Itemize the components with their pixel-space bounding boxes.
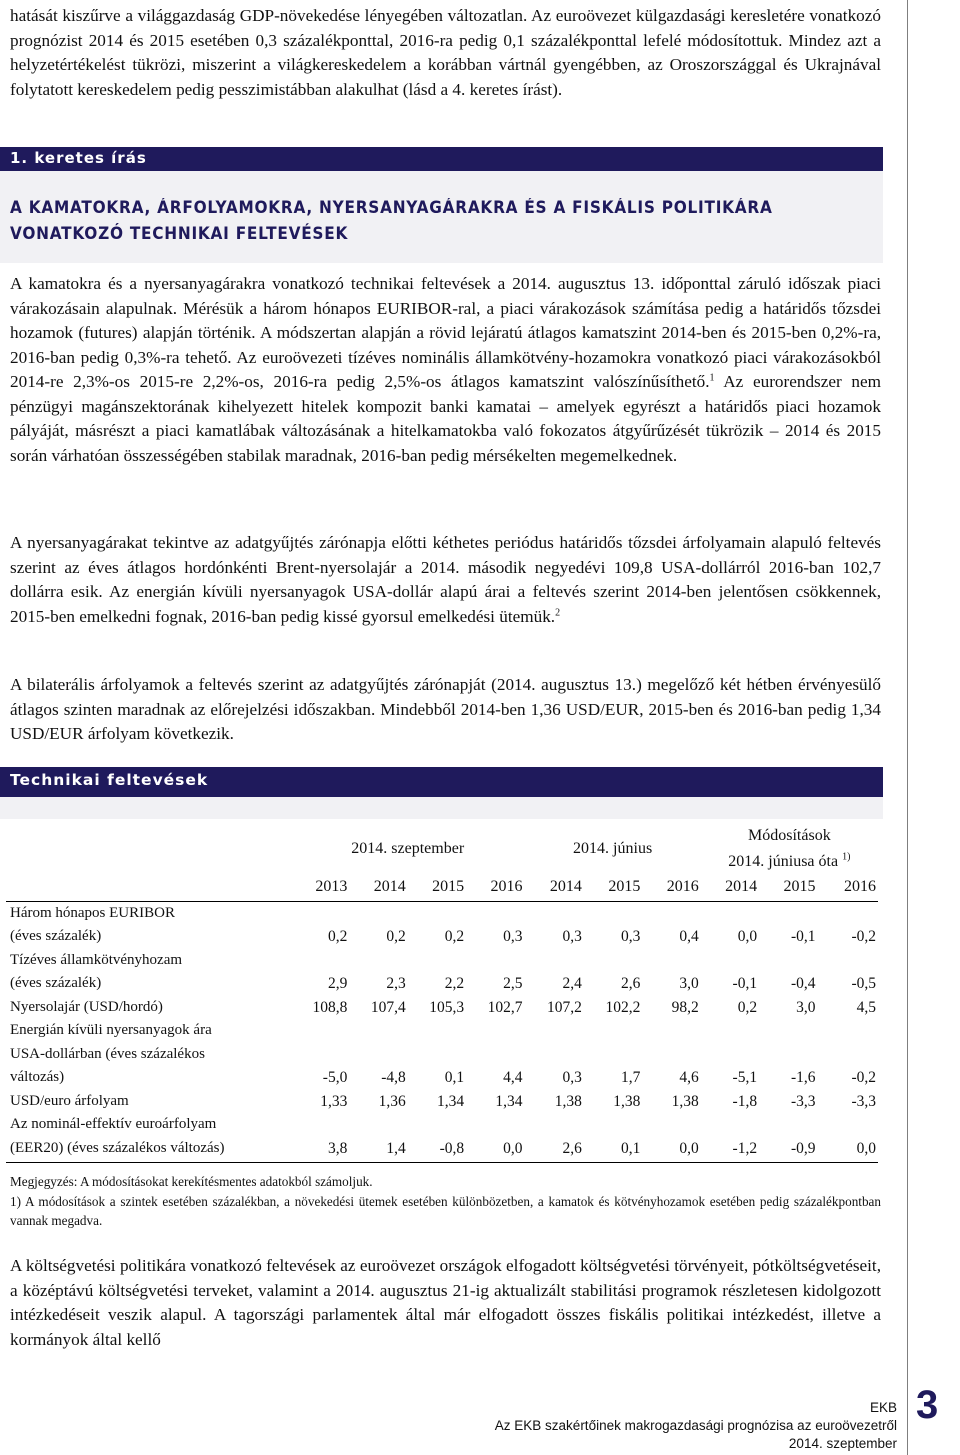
year-header-cell: 2014 bbox=[525, 875, 584, 901]
table-cell bbox=[525, 901, 584, 925]
table-cell: -0,1 bbox=[732, 975, 758, 992]
table-cell: -0,4 bbox=[790, 975, 816, 992]
table-cell: -0,2 bbox=[851, 928, 876, 945]
table-heading-gap bbox=[0, 797, 883, 819]
table-body bbox=[6, 901, 878, 1163]
table-row bbox=[6, 1090, 878, 1114]
table-cell bbox=[642, 1019, 700, 1043]
table-cell bbox=[701, 901, 759, 925]
table-cell: -0,5 bbox=[851, 975, 876, 992]
row-label: Három hónapos EURIBOR bbox=[10, 904, 175, 921]
footer-title: Az EKB szakértőinek makrogazdasági prognózisa az euroövezetről bbox=[494, 1418, 897, 1433]
row-label: Az nominál-effektív euroárfolyam bbox=[10, 1116, 217, 1132]
table-cell bbox=[349, 1043, 407, 1067]
group-header-september: 2014. szeptember bbox=[351, 840, 465, 858]
table-cell: 105,3 bbox=[429, 998, 465, 1016]
table-cell: 1,4 bbox=[349, 1137, 407, 1163]
table-cell bbox=[817, 1019, 878, 1043]
table-footnote: 1) A módosítások a szintek esetében százalékban, a növekedési ütemek esetében különbözetben, a kamatok és kötvényhozamok esetében pedig százalékpontban vannak megadva. bbox=[10, 1194, 881, 1228]
table-cell bbox=[525, 949, 584, 973]
row-label: (éves százalék) bbox=[10, 928, 102, 944]
footnote-ref: 1 bbox=[709, 372, 715, 384]
table-cell bbox=[408, 901, 466, 925]
table-cell bbox=[759, 901, 817, 925]
margin-rule bbox=[907, 0, 908, 1455]
box-paragraph-commodities-text: A nyersanyagárakat tekintve az adatgyűjtés zárónapja előtti kéthetes periódus határidős tőzsdei árfolyamain alapuló feltevés szerint az éves átlagos hordónkénti Brent-nyersolajár a 2014. második negyedévi 109,8 USA-dollárról 2016-ban 102,7 dollárra esik. Az energián kívüli nyersanyagok USA-dollár alapú árai a feltevés szerint 2014-ben jelentősen csökkennek, 2015-ben emelkedni fognak, 2016-ban pedig kissé gyorsul emelkedési ütemük. bbox=[10, 533, 881, 626]
table-cell bbox=[584, 1043, 642, 1067]
table-cell: 2,6 bbox=[525, 1137, 584, 1163]
table-cell: 107,2 bbox=[547, 998, 582, 1016]
group-header-revisions-sub: 2014. júniusa óta $^{1)}$ bbox=[728, 851, 851, 870]
table-cell bbox=[759, 1113, 817, 1137]
row-label: USD/euro árfolyam bbox=[10, 1092, 129, 1109]
table-cell bbox=[759, 1019, 817, 1043]
table-cell: 1,38 bbox=[671, 1092, 699, 1110]
table-row bbox=[6, 901, 878, 925]
table-cell: 2,4 bbox=[562, 975, 582, 992]
intro-paragraph: hatását kiszűrve a világgazdaság GDP-növekedése lényegében változatlan. Az euroövezet külgazdasági keresletére vonatkozó prognózist 2014 és 2015 esetében 0,3 százalékponttal, 2016-ra pedig 0,1 százalékponttal lefelé módosítottuk. Mindez azt a helyzetértékelést tükrözi, miszerint a világkereskedelem a korábban vártnál gyengébben, az Oroszországgal és Ukrajnával folytatott kereskedelem pedig pesszimistábban alakulhat (lásd a 4. keretes írást). bbox=[10, 6, 881, 99]
table-cell bbox=[349, 1113, 407, 1137]
table-cell: -0,8 bbox=[408, 1137, 466, 1163]
table-cell: -5,0 bbox=[322, 1069, 348, 1086]
table-cell bbox=[291, 1043, 349, 1067]
box-paragraph-rates bbox=[10, 272, 881, 468]
table-cell: 108,8 bbox=[312, 998, 348, 1016]
table-cell: 2,2 bbox=[444, 975, 465, 992]
table-cell: -0,1 bbox=[790, 928, 816, 945]
table-cell bbox=[584, 949, 642, 973]
box-paragraph-exchange-rates: A bilaterális árfolyamok a feltevés szerint az adatgyűjtés zárónapját (2014. augusztus 13.) megelőző két hétben érvényesülő átlagos szinten maradnak az előrejelzési időszakban. Mindebből 2014-ben 1,36 USD/EUR, 2015-ben és 2016-ban pedig 1,34 USD/EUR árfolyam következik. bbox=[10, 675, 881, 743]
table-cell: 3,0 bbox=[796, 998, 816, 1016]
year-header-cell: 2015 bbox=[408, 875, 466, 901]
table-cell bbox=[701, 1043, 759, 1067]
row-label: Tízéves államkötvényhozam bbox=[10, 951, 183, 968]
year-header-cell: 2015 bbox=[759, 875, 817, 901]
table-cell: -0,9 bbox=[759, 1137, 817, 1163]
row-label: Nyersolajár (USD/hordó) bbox=[10, 998, 163, 1015]
table-note: Megjegyzés: A módosításokat kerekítésmentes adatokból számoljuk. bbox=[10, 1174, 373, 1189]
table-cell bbox=[817, 901, 878, 925]
fiscal-paragraph: A költségvetési politikára vonatkozó feltevések az euroövezet országok elfogadott költségvetési törvényeit, pótköltségvetéseit, a középtávú költségvetési terveket, valamint a 2014. augusztus 21-ig aktualizált stabilitási programok részletesen kidolgozott intézkedéseit veszik alapul. A tagországi parlamentek által már elfogadott összes fiskális politikai intézkedést, illetve a kormányok által kellő bbox=[10, 1256, 881, 1349]
table-row bbox=[6, 925, 878, 949]
table-cell: -3,3 bbox=[790, 1092, 816, 1110]
box-paragraph-rates-tail: Az eurorendszer nem pénzügyi magánszektorának kihelyezett hitelek kompozit banki kamatai – amelyek egyrészt a határidős piaci hozamok pályáját, másrészt a piaci kamatlábak változásának a hitelkamatokba való fokozatos átgyűrűzését tükrözik – 2014 és 2015 során várhatóan összességében stabilak maradnak, 2016-ban pedig mérsékelten megemelkednek. bbox=[10, 372, 881, 465]
year-header-cell: 2014 bbox=[701, 875, 759, 901]
table-cell: 1,34 bbox=[437, 1092, 465, 1110]
box-title: A KAMATOKRA, ÁRFOLYAMOKRA, NYERSANYAGÁRAKRA ÉS A FISKÁLIS POLITIKÁRA VONATKOZÓ TECHNIKAI FELTEVÉSEK bbox=[10, 198, 773, 243]
table-cell: -1,8 bbox=[732, 1092, 758, 1110]
table-cell: 1,34 bbox=[495, 1092, 523, 1110]
row-label: változás) bbox=[10, 1069, 65, 1085]
footer-date: 2014. szeptember bbox=[788, 1436, 897, 1451]
table-cell bbox=[466, 949, 524, 973]
year-header-cell: 2016 bbox=[466, 875, 524, 901]
table-cell: -0,2 bbox=[851, 1069, 876, 1086]
box-label: 1. keretes írás bbox=[10, 149, 147, 167]
table-cell bbox=[525, 1019, 584, 1043]
table-cell: 0,3 bbox=[620, 928, 641, 945]
table-cell: 0,3 bbox=[562, 928, 582, 945]
table-cell bbox=[408, 1113, 466, 1137]
table-cell: 0,0 bbox=[642, 1137, 700, 1163]
table-group-header bbox=[6, 823, 878, 875]
table-cell: 0,3 bbox=[503, 928, 523, 945]
table-cell bbox=[584, 901, 642, 925]
year-header-cell: 2016 bbox=[642, 875, 700, 901]
table-cell bbox=[642, 1113, 700, 1137]
table-cell: 2,3 bbox=[386, 975, 406, 992]
table-cell: 0,3 bbox=[562, 1069, 582, 1086]
box-paragraph-commodities bbox=[10, 531, 881, 629]
table-cell bbox=[408, 949, 466, 973]
table-cell bbox=[701, 1019, 759, 1043]
table-cell bbox=[466, 1043, 524, 1067]
year-header-cell: 2015 bbox=[584, 875, 642, 901]
table-row bbox=[6, 1019, 878, 1043]
table-row bbox=[6, 996, 878, 1020]
table-cell bbox=[525, 1113, 584, 1137]
table-cell: 0,2 bbox=[327, 928, 348, 945]
table-cell bbox=[291, 1019, 349, 1043]
table-cell: 1,33 bbox=[320, 1092, 348, 1110]
table-row bbox=[6, 1066, 878, 1090]
box-paragraph-rates-text: A kamatokra és a nyersanyagárakra vonatkozó technikai feltevések a 2014. augusztus 13. időponttal záruló időszak piaci várakozásain alapulnak. Mérésük a három hónapos EURIBOR-ral, a piaci várakozások számítása pedig a határidős tőzsdei hozamok (futures) alapján történik. A módszertan alapján a rövid lejáratú átlagos kamatszint 2014-ben és 2015-ben 0,2%-ra, 2016-ban pedig 0,3%-ra tehető. Az euroövezeti tízéves nominális államkötvény-hozamokra vonatkozó piaci várakozásokból 2014-re 2,3%-os 2015-re 2,2%-os, 2016-ra pedig 2,5%-os átlagos kamatszint valószínűsíthető. bbox=[10, 274, 881, 391]
table-cell bbox=[349, 1019, 407, 1043]
table-cell bbox=[584, 1019, 642, 1043]
table-cell bbox=[817, 1043, 878, 1067]
table-cell bbox=[349, 901, 407, 925]
table-cell: 0,2 bbox=[386, 928, 406, 945]
row-label: (éves százalék) bbox=[10, 975, 102, 991]
table-row bbox=[6, 1113, 878, 1137]
year-header-cell: 2013 bbox=[291, 875, 349, 901]
table-cell: 4,5 bbox=[856, 998, 876, 1016]
table-cell: 4,6 bbox=[679, 1069, 699, 1086]
table-cell bbox=[817, 949, 878, 973]
table-cell: 98,2 bbox=[671, 998, 699, 1016]
table-heading-bar bbox=[0, 767, 883, 797]
table-cell: 0,0 bbox=[737, 928, 758, 945]
table-cell: 2,9 bbox=[327, 975, 348, 992]
table-cell: 0,2 bbox=[737, 998, 758, 1016]
table-cell bbox=[291, 901, 349, 925]
table-cell: 102,7 bbox=[487, 998, 523, 1016]
table-cell: -4,8 bbox=[381, 1069, 406, 1086]
year-header-cell: 2016 bbox=[817, 875, 878, 901]
table-cell: 3,8 bbox=[291, 1137, 349, 1163]
table-cell: 1,38 bbox=[554, 1092, 582, 1110]
table-cell: 107,4 bbox=[370, 998, 406, 1016]
table-cell bbox=[408, 1043, 466, 1067]
table-cell: 0,0 bbox=[466, 1137, 524, 1163]
table-cell: 4,4 bbox=[503, 1069, 523, 1086]
table-cell bbox=[584, 1113, 642, 1137]
page-number: 3 bbox=[916, 1383, 939, 1427]
group-header-june: 2014. június bbox=[573, 840, 653, 858]
table-cell bbox=[466, 901, 524, 925]
box-label-bar bbox=[0, 147, 883, 171]
table-cell: 0,1 bbox=[584, 1137, 642, 1163]
table-cell: -1,2 bbox=[701, 1137, 759, 1163]
table-year-header bbox=[6, 875, 878, 901]
table-heading: Technikai feltevések bbox=[10, 771, 209, 789]
table-cell bbox=[759, 1043, 817, 1067]
table-cell bbox=[759, 949, 817, 973]
table-row bbox=[6, 949, 878, 973]
table-cell: 1,38 bbox=[613, 1092, 641, 1110]
table-cell: 1,36 bbox=[378, 1092, 406, 1110]
table-row bbox=[6, 972, 878, 996]
table-cell bbox=[466, 1019, 524, 1043]
table-cell: -1,6 bbox=[790, 1069, 816, 1086]
technical-assumptions-table bbox=[6, 823, 878, 1163]
group-header-revisions-title: Módosítások bbox=[748, 827, 831, 844]
row-label: Energián kívüli nyersanyagok ára bbox=[10, 1022, 212, 1038]
table-cell bbox=[642, 1043, 700, 1067]
table-cell: 0,4 bbox=[679, 928, 699, 945]
table-cell: 1,7 bbox=[620, 1069, 641, 1086]
group-header-revisions bbox=[701, 823, 878, 875]
table-cell bbox=[291, 1113, 349, 1137]
table-cell: 0,1 bbox=[444, 1069, 465, 1086]
table-cell: 102,2 bbox=[605, 998, 641, 1016]
table-cell: -3,3 bbox=[851, 1092, 876, 1110]
table-cell bbox=[408, 1019, 466, 1043]
table-cell: 0,2 bbox=[444, 928, 465, 945]
table-row bbox=[6, 1043, 878, 1067]
table-cell: 2,6 bbox=[620, 975, 641, 992]
year-header-cell: 2014 bbox=[349, 875, 407, 901]
table-cell bbox=[642, 901, 700, 925]
table-cell bbox=[701, 1113, 759, 1137]
table-cell bbox=[291, 949, 349, 973]
row-label: USA-dollárban (éves százalékos bbox=[10, 1045, 205, 1062]
table-cell: 0,0 bbox=[817, 1137, 878, 1163]
table-cell bbox=[349, 949, 407, 973]
box-title-panel bbox=[0, 171, 883, 263]
table-cell bbox=[525, 1043, 584, 1067]
table-row bbox=[6, 1137, 878, 1163]
table-cell: 3,0 bbox=[679, 975, 699, 992]
table-cell bbox=[701, 949, 759, 973]
table-cell bbox=[642, 949, 700, 973]
table-cell: -5,1 bbox=[732, 1069, 758, 1086]
table-cell: 2,5 bbox=[503, 975, 523, 992]
table-cell bbox=[817, 1113, 878, 1137]
footer-org: EKB bbox=[869, 1400, 897, 1415]
footnote-ref: 2 bbox=[555, 606, 561, 618]
row-label: (EER20) (éves százalékos változás) bbox=[6, 1137, 291, 1163]
table-cell bbox=[466, 1113, 524, 1137]
